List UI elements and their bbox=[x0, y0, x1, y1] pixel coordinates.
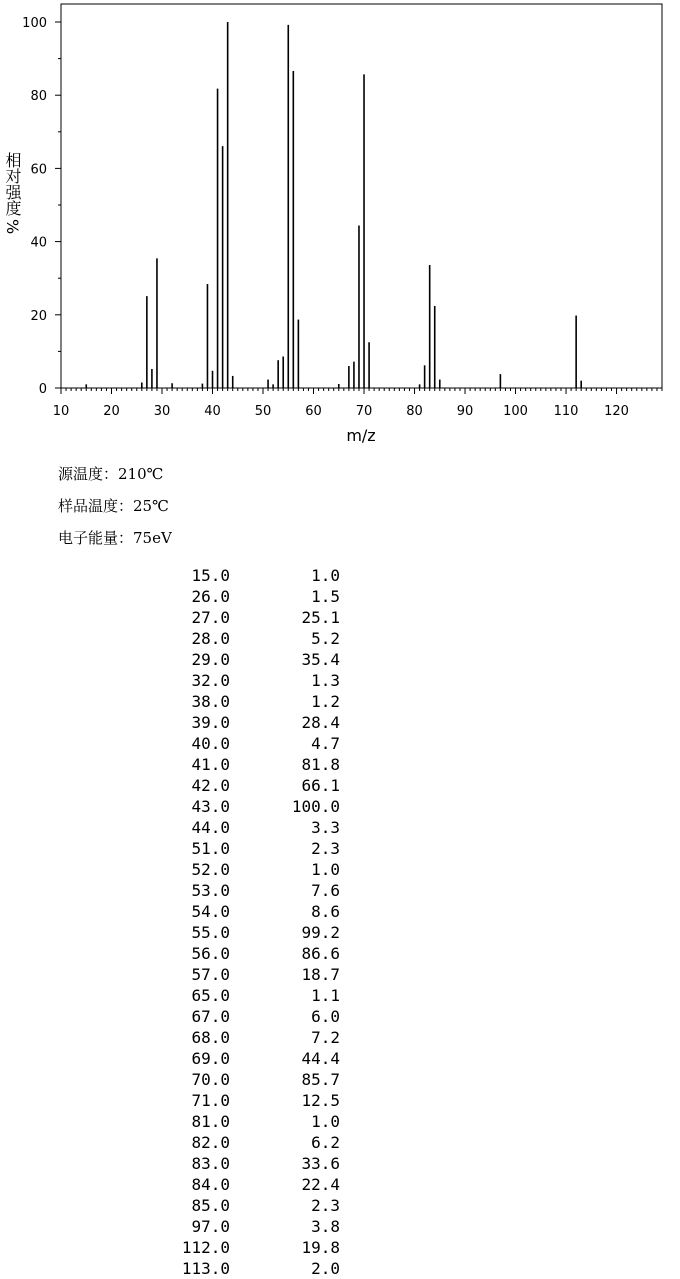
peak-mz: 53.0 bbox=[191, 881, 230, 900]
y-axis-ticks bbox=[22, 16, 61, 397]
peak-row bbox=[0, 796, 680, 817]
peak-intensity: 1.0 bbox=[311, 1112, 340, 1131]
y-axis-label-text: 相对强度 bbox=[3, 152, 22, 216]
y-tick-label: 20 bbox=[30, 308, 47, 324]
peak-mz: 70.0 bbox=[191, 1070, 230, 1089]
peak-mz: 113.0 bbox=[181, 1259, 230, 1278]
peak-mz: 32.0 bbox=[191, 671, 230, 690]
peak-intensity: 33.6 bbox=[301, 1154, 340, 1173]
peak-mz: 55.0 bbox=[191, 923, 230, 942]
electron-energy: 电子能量：75eV bbox=[58, 529, 172, 547]
peak-intensity: 81.8 bbox=[301, 755, 340, 774]
peak-mz: 26.0 bbox=[191, 587, 230, 606]
mass-spectrum-chart bbox=[0, 0, 680, 455]
peak-intensity: 5.2 bbox=[311, 629, 340, 648]
peak-intensity: 99.2 bbox=[301, 923, 340, 942]
peak-row bbox=[0, 691, 680, 712]
peak-row bbox=[0, 1153, 680, 1174]
x-axis-ticks bbox=[53, 388, 662, 419]
peak-mz: 27.0 bbox=[191, 608, 230, 627]
peak-mz: 42.0 bbox=[191, 776, 230, 795]
spectrum-bars bbox=[86, 22, 581, 388]
peak-row bbox=[0, 817, 680, 838]
peak-intensity: 3.3 bbox=[311, 818, 340, 837]
peak-mz: 56.0 bbox=[191, 944, 230, 963]
peak-intensity: 22.4 bbox=[301, 1175, 340, 1194]
peak-mz: 29.0 bbox=[191, 650, 230, 669]
x-tick-label: 10 bbox=[52, 404, 70, 419]
peak-row bbox=[0, 1132, 680, 1153]
peak-mz: 112.0 bbox=[181, 1238, 230, 1257]
peak-intensity: 6.2 bbox=[311, 1133, 340, 1152]
source-temperature: 源温度：210℃ bbox=[58, 465, 164, 483]
peak-intensity: 1.3 bbox=[311, 671, 340, 690]
peak-mz: 15.0 bbox=[191, 566, 230, 585]
x-tick-label: 90 bbox=[456, 404, 474, 419]
peak-intensity: 86.6 bbox=[301, 944, 340, 963]
peak-row bbox=[0, 775, 680, 796]
peak-row bbox=[0, 628, 680, 649]
peak-mz: 68.0 bbox=[191, 1028, 230, 1047]
peak-intensity: 1.1 bbox=[311, 986, 340, 1005]
y-tick-label: 60 bbox=[30, 162, 47, 178]
peak-mz: 51.0 bbox=[191, 839, 230, 858]
x-tick-label: 50 bbox=[254, 404, 272, 419]
peak-row bbox=[0, 1111, 680, 1132]
x-tick-label: 40 bbox=[204, 404, 221, 419]
peak-mz: 67.0 bbox=[191, 1007, 230, 1026]
peak-intensity: 7.2 bbox=[311, 1028, 340, 1047]
peak-row bbox=[0, 649, 680, 670]
peak-row bbox=[0, 901, 680, 922]
peak-intensity: 8.6 bbox=[311, 902, 340, 921]
peak-row bbox=[0, 1048, 680, 1069]
peak-intensity: 44.4 bbox=[301, 1049, 340, 1068]
peak-intensity: 1.2 bbox=[311, 692, 340, 711]
plot-frame bbox=[61, 4, 662, 388]
peak-intensity: 6.0 bbox=[311, 1007, 340, 1026]
peak-intensity: 18.7 bbox=[301, 965, 340, 984]
peak-row bbox=[0, 1195, 680, 1216]
peak-list bbox=[0, 565, 680, 1279]
peak-mz: 71.0 bbox=[191, 1091, 230, 1110]
y-tick-label: 40 bbox=[30, 235, 47, 251]
peak-mz: 57.0 bbox=[191, 965, 230, 984]
x-tick-label: 100 bbox=[503, 404, 528, 419]
peak-mz: 82.0 bbox=[191, 1133, 230, 1152]
x-tick-label: 110 bbox=[553, 404, 579, 419]
peak-intensity: 3.8 bbox=[311, 1217, 340, 1236]
peak-mz: 44.0 bbox=[191, 818, 230, 837]
peak-mz: 97.0 bbox=[191, 1217, 230, 1236]
peak-mz: 84.0 bbox=[191, 1175, 230, 1194]
peak-mz: 28.0 bbox=[191, 629, 230, 648]
peak-mz: 43.0 bbox=[191, 797, 230, 816]
peak-mz: 39.0 bbox=[191, 713, 230, 732]
peak-row bbox=[0, 1069, 680, 1090]
y-axis-label-unit: % bbox=[3, 219, 22, 235]
x-tick-label: 120 bbox=[604, 404, 629, 419]
peak-row bbox=[0, 1237, 680, 1258]
peak-intensity: 1.5 bbox=[311, 587, 340, 606]
peak-intensity: 1.0 bbox=[311, 566, 340, 585]
y-tick-label: 100 bbox=[22, 16, 47, 31]
peak-mz: 41.0 bbox=[191, 755, 230, 774]
x-tick-label: 70 bbox=[355, 404, 373, 419]
peak-row bbox=[0, 754, 680, 775]
peak-intensity: 12.5 bbox=[301, 1091, 340, 1110]
peak-intensity: 19.8 bbox=[301, 1238, 340, 1257]
peak-intensity: 4.7 bbox=[311, 734, 340, 753]
peak-intensity: 28.4 bbox=[301, 713, 340, 732]
x-tick-label: 80 bbox=[406, 404, 423, 419]
x-tick-label: 30 bbox=[153, 404, 171, 419]
peak-row bbox=[0, 712, 680, 733]
peak-mz: 85.0 bbox=[191, 1196, 230, 1215]
peak-row bbox=[0, 838, 680, 859]
peak-mz: 54.0 bbox=[191, 902, 230, 921]
peak-row bbox=[0, 1006, 680, 1027]
peak-mz: 52.0 bbox=[191, 860, 230, 879]
peak-row bbox=[0, 985, 680, 1006]
peak-intensity: 66.1 bbox=[301, 776, 340, 795]
peak-intensity: 100.0 bbox=[291, 797, 340, 816]
peak-row bbox=[0, 1216, 680, 1237]
x-tick-label: 60 bbox=[305, 404, 322, 419]
peak-row bbox=[0, 859, 680, 880]
peak-intensity: 2.0 bbox=[311, 1259, 340, 1278]
sample-temperature: 样品温度：25℃ bbox=[58, 497, 169, 515]
peak-row bbox=[0, 880, 680, 901]
x-tick-label: 20 bbox=[103, 404, 120, 419]
peak-row bbox=[0, 565, 680, 586]
peak-intensity: 7.6 bbox=[311, 881, 340, 900]
peak-mz: 69.0 bbox=[191, 1049, 230, 1068]
peak-intensity: 25.1 bbox=[301, 608, 340, 627]
peak-row bbox=[0, 922, 680, 943]
x-axis-label: m/z bbox=[346, 426, 376, 445]
peak-row bbox=[0, 964, 680, 985]
peak-row bbox=[0, 1174, 680, 1195]
peak-mz: 65.0 bbox=[191, 986, 230, 1005]
y-axis-label bbox=[0, 152, 22, 234]
peak-intensity: 85.7 bbox=[301, 1070, 340, 1089]
peak-intensity: 35.4 bbox=[301, 650, 340, 669]
peak-intensity: 2.3 bbox=[311, 1196, 340, 1215]
peak-row bbox=[0, 1090, 680, 1111]
peak-row bbox=[0, 607, 680, 628]
peak-mz: 38.0 bbox=[191, 692, 230, 711]
peak-row bbox=[0, 586, 680, 607]
peak-mz: 40.0 bbox=[191, 734, 230, 753]
y-tick-label: 0 bbox=[38, 382, 47, 397]
peak-intensity: 1.0 bbox=[311, 860, 340, 879]
peak-row bbox=[0, 733, 680, 754]
peak-intensity: 2.3 bbox=[311, 839, 340, 858]
peak-row bbox=[0, 943, 680, 964]
peak-row bbox=[0, 670, 680, 691]
peak-mz: 83.0 bbox=[191, 1154, 230, 1173]
peak-mz: 81.0 bbox=[191, 1112, 230, 1131]
y-tick-label: 80 bbox=[30, 89, 47, 105]
peak-row bbox=[0, 1027, 680, 1048]
